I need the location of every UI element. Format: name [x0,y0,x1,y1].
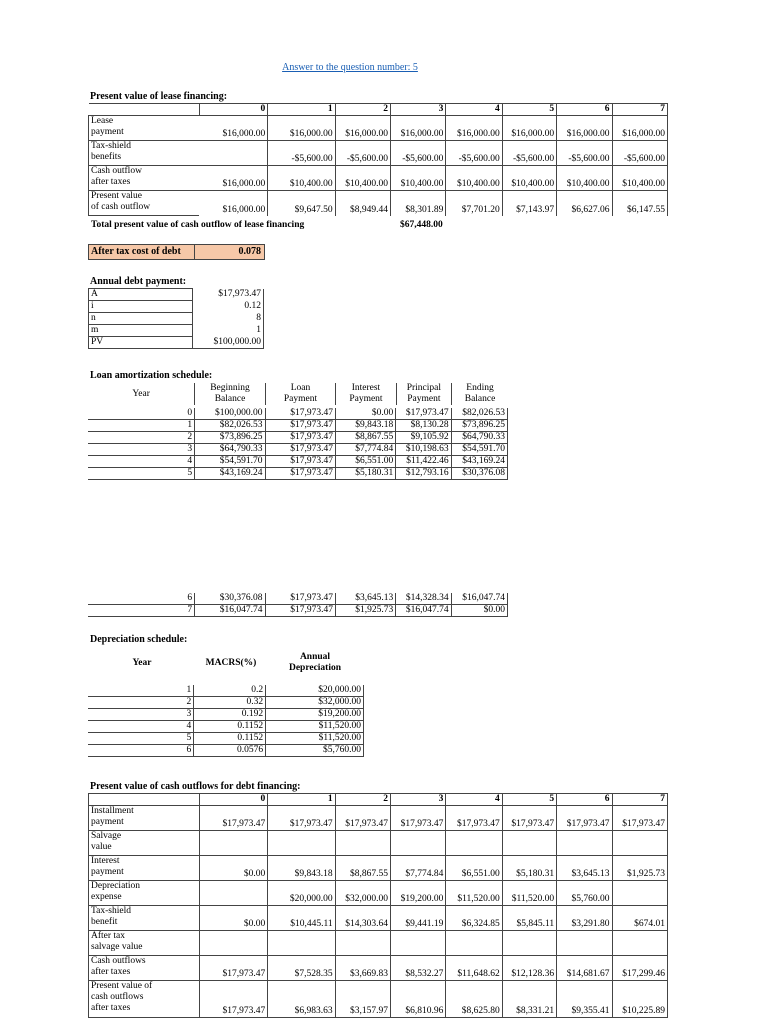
depr-year-header: Year [132,657,152,668]
amort-cell: $10,198.63 [396,444,451,456]
debt-row [89,831,668,856]
debt-cell: $17,973.47 [335,806,390,831]
debt-cell [446,931,502,956]
depr-amount: $19,200.00 [266,709,364,721]
annual-debt-row [89,337,264,349]
debt-cell: $6,983.63 [268,981,335,1018]
lease-cell: -$5,600.00 [335,141,390,166]
after-tax-cost-label: After tax cost of debt [91,246,181,257]
amort-header [88,383,508,405]
debt-row-label-line: salvage value [91,942,143,952]
depr-macrs: 0.1152 [194,733,266,745]
amort-cell: $73,896.25 [451,420,507,432]
depr-amount: $11,520.00 [266,733,364,745]
lease-cell: $16,000.00 [199,166,267,191]
lease-cell: -$5,600.00 [446,141,502,166]
amort-cell: $5,180.31 [335,468,395,480]
lease-cell: $16,000.00 [502,116,556,141]
debt-cell: $19,200.00 [391,881,446,906]
depr-macrs: 0.1152 [194,721,266,733]
amort-cell: $16,047.74 [195,605,265,617]
debt-cell [199,931,267,956]
debt-row-label-line: value [91,842,112,852]
annual-debt-key: PV [89,337,193,349]
annual-debt-key: A [89,289,193,301]
annual-debt-key: m [89,325,193,337]
debt-year-header [89,794,668,806]
lease-cell: $10,400.00 [268,166,335,191]
debt-cell [391,931,446,956]
lease-cell: $16,000.00 [557,116,612,141]
debt-row-label-line: payment [91,867,124,877]
debt-cell [199,881,267,906]
debt-cell: $9,441.19 [391,906,446,931]
debt-cell: $32,000.00 [335,881,390,906]
debt-row-label-line: Salvage [91,831,122,841]
depr-macrs: 0.32 [194,697,266,709]
amort-row [88,432,508,444]
debt-cell: $17,973.47 [446,806,502,831]
debt-row [89,806,668,831]
amort-row [88,456,508,468]
amort-heading: Loan amortization schedule: [90,370,213,381]
debt-row [89,881,668,906]
debt-cell: $17,973.47 [199,956,267,981]
debt-cell: $17,973.47 [612,806,667,831]
debt-cell: $11,648.62 [446,956,502,981]
lease-heading: Present value of lease financing: [90,91,228,102]
lease-row [89,166,668,191]
lease-table [88,103,668,216]
page-title[interactable]: Answer to the question number: 5 [282,62,418,73]
amort-cell: $82,026.53 [195,420,265,432]
year-cell: 3 [391,794,446,806]
amort-cell: $17,973.47 [265,456,335,468]
annual-debt-row [89,289,264,301]
lease-row-label-line: payment [91,127,124,137]
amort-cell: $54,591.70 [451,444,507,456]
amort-row [88,408,508,420]
amort-cell: $17,973.47 [265,468,335,480]
amort-cell: $8,867.55 [335,432,395,444]
amort-cell: $9,105.92 [396,432,451,444]
lease-cell: $6,627.06 [557,191,612,216]
debt-cell: $17,973.47 [557,806,612,831]
lease-row-label-line: Present value [91,191,142,201]
year-cell: 1 [268,104,335,116]
debt-row [89,906,668,931]
debt-row-label [89,956,200,981]
amort-cell: $6,551.00 [335,456,395,468]
amort-cell: $64,790.33 [451,432,507,444]
annual-debt-heading: Annual debt payment: [90,276,187,287]
lease-cell: $6,147.55 [612,191,667,216]
amort-cell: $17,973.47 [265,444,335,456]
depr-year: 5 [88,733,194,745]
lease-row-label-line: Lease [91,116,114,126]
lease-cell: $16,000.00 [199,116,267,141]
debt-row-label [89,981,200,1018]
debt-cell: $12,128.36 [502,956,556,981]
lease-cell: $10,400.00 [446,166,502,191]
depr-table [88,685,364,757]
lease-cell: $10,400.00 [502,166,556,191]
depr-row [88,745,364,757]
debt-row [89,981,668,1018]
amort-cell: $7,774.84 [335,444,395,456]
debt-cell: $17,973.47 [199,981,267,1018]
annual-debt-value: 8 [193,313,264,325]
debt-row [89,931,668,956]
amort-cell: $17,973.47 [265,420,335,432]
debt-cell: $8,867.55 [335,856,390,881]
amort-cell: $11,422.46 [396,456,451,468]
debt-row-label-line: payment [91,817,124,827]
debt-cell: $14,681.67 [557,956,612,981]
amort-year: 2 [88,432,195,444]
amort-cell: $43,169.24 [451,456,507,468]
lease-row-label-line: benefits [91,152,122,162]
lease-cell: $10,400.00 [612,166,667,191]
lease-row-label-line: Cash outflow [91,166,142,176]
depr-amount: $20,000.00 [266,685,364,697]
debt-cell: $8,532.27 [391,956,446,981]
lease-cell: $10,400.00 [391,166,446,191]
depr-annual-header: Annual [299,652,331,662]
debt-row-label [89,856,200,881]
amort-cell: $3,645.13 [335,593,395,605]
amort-cell: $17,973.47 [265,605,335,617]
depr-macrs: 0.192 [194,709,266,721]
debt-row-label-line: Interest [91,856,120,866]
lease-row-label [89,116,200,141]
annual-debt-row [89,313,264,325]
debt-row-label-line: Cash outflows [91,956,146,966]
debt-row-label [89,806,200,831]
amort-row [88,468,508,480]
debt-row-label-line: Installment [91,806,134,816]
depr-year: 4 [88,721,194,733]
year-cell: 5 [502,794,556,806]
lease-row-label [89,166,200,191]
after-tax-cost-box [88,244,265,260]
debt-row-label-line: After tax [91,931,126,941]
depr-row [88,709,364,721]
lease-cell: -$5,600.00 [502,141,556,166]
amort-cell: $14,328.34 [396,593,451,605]
amort-row [88,605,508,617]
debt-cell: $8,331.21 [502,981,556,1018]
debt-cell: $6,324.85 [446,906,502,931]
debt-cell: $3,645.13 [557,856,612,881]
lease-year-header [89,104,668,116]
amort-cell: $16,047.74 [451,593,507,605]
amort-year: 6 [88,593,195,605]
depr-header [88,652,364,674]
lease-cell: $16,000.00 [612,116,667,141]
year-cell: 4 [446,104,502,116]
amort-table-bottom [88,593,508,617]
year-cell: 5 [502,104,556,116]
amort-cell: $54,591.70 [195,456,265,468]
year-cell: 2 [335,104,390,116]
annual-debt-row [89,325,264,337]
lease-cell: -$5,600.00 [268,141,335,166]
amort-pri-header: Principal [396,383,451,394]
debt-row-label-line: after taxes [91,967,131,977]
lease-cell: -$5,600.00 [557,141,612,166]
lease-cell: -$5,600.00 [391,141,446,166]
amort-int-header2: Payment [336,394,396,405]
annual-debt-row [89,301,264,313]
debt-cell [612,831,667,856]
debt-cell: $17,299.46 [612,956,667,981]
lease-cell [199,141,267,166]
amort-end-header: Ending [452,383,508,394]
amort-cell: $100,000.00 [195,408,265,420]
lease-row [89,191,668,216]
amort-year: 4 [88,456,195,468]
depr-heading: Depreciation schedule: [90,634,188,645]
amort-cell: $9,843.18 [335,420,395,432]
lease-row-label-line: Tax-shield [91,141,131,151]
amort-year: 1 [88,420,195,432]
debt-cell: $17,973.47 [268,806,335,831]
debt-cell: $7,528.35 [268,956,335,981]
amort-cell: $73,896.25 [195,432,265,444]
debt-cell [335,931,390,956]
annual-debt-value: 1 [193,325,264,337]
depr-macrs: 0.2 [194,685,266,697]
amort-cell: $1,925.73 [335,605,395,617]
debt-cell: $5,845.11 [502,906,556,931]
depr-year: 3 [88,709,194,721]
lease-cell: $16,000.00 [446,116,502,141]
amort-cell: $8,130.28 [396,420,451,432]
debt-cell: $9,355.41 [557,981,612,1018]
debt-cell [446,831,502,856]
lease-row [89,141,668,166]
year-cell: 6 [557,794,612,806]
amort-row [88,444,508,456]
debt-cell: $7,774.84 [391,856,446,881]
debt-cell [268,931,335,956]
lease-cell: $16,000.00 [391,116,446,141]
debt-cell: $6,810.96 [391,981,446,1018]
amort-cell: $43,169.24 [195,468,265,480]
lease-cell: $8,949.44 [335,191,390,216]
debt-cell: $17,973.47 [199,806,267,831]
amort-int-header: Interest [336,383,396,394]
amort-cell: $17,973.47 [396,408,451,420]
debt-cell: $0.00 [199,856,267,881]
depr-amount: $32,000.00 [266,697,364,709]
debt-row-label-line: Tax-shield [91,906,131,916]
debt-cell: $5,180.31 [502,856,556,881]
year-cell: 6 [557,104,612,116]
debt-financing-table [88,793,668,1018]
debt-cell [502,831,556,856]
debt-cell: $0.00 [199,906,267,931]
annual-debt-key: i [89,301,193,313]
debt-row-label-line: expense [91,892,122,902]
amort-beg-header2: Balance [195,394,266,405]
amort-year: 3 [88,444,195,456]
lease-total-label: Total present value of cash outflow of lease financing [91,220,305,230]
depr-annual-header2: Depreciation [288,663,342,673]
depr-year: 2 [88,697,194,709]
debt-cell: $1,925.73 [612,856,667,881]
debt-cell: $674.01 [612,906,667,931]
depr-row [88,721,364,733]
debt-row-label-line: after taxes [91,1003,131,1013]
lease-row-label-line: of cash outflow [91,202,151,212]
lease-cell: $10,400.00 [335,166,390,191]
debt-cell: $5,760.00 [557,881,612,906]
lease-cell: $16,000.00 [268,116,335,141]
depr-macrs: 0.0576 [194,745,266,757]
amort-cell: $17,973.47 [265,432,335,444]
year-cell: 0 [199,794,267,806]
lease-row-label [89,141,200,166]
debt-cell: $11,520.00 [446,881,502,906]
debt-row-label [89,881,200,906]
debt-cell: $3,157.97 [335,981,390,1018]
amort-cell: $0.00 [451,605,507,617]
amort-cell: $12,793.16 [396,468,451,480]
amort-cell: $64,790.33 [195,444,265,456]
amort-row [88,420,508,432]
depr-row [88,685,364,697]
debt-cell [612,931,667,956]
amort-year: 0 [88,408,195,420]
lease-cell: -$5,600.00 [612,141,667,166]
amort-year: 5 [88,468,195,480]
amort-loan-header2: Payment [265,394,336,405]
year-cell: 0 [199,104,267,116]
after-tax-cost-value: 0.078 [238,246,261,257]
lease-cell: $7,143.97 [502,191,556,216]
debt-row-label-line: benefit [91,917,118,927]
depr-row [88,733,364,745]
amort-row [88,593,508,605]
debt-cell: $10,225.89 [612,981,667,1018]
depr-row [88,697,364,709]
amort-cell: $16,047.74 [396,605,451,617]
amort-cell: $17,973.47 [265,408,335,420]
amort-year-header: Year [132,388,150,399]
annual-debt-value: $17,973.47 [193,289,264,301]
amort-cell: $82,026.53 [451,408,507,420]
debt-row-label [89,931,200,956]
debt-row-label-line: cash outflows [91,992,144,1002]
debt-cell: $20,000.00 [268,881,335,906]
lease-cell: $16,000.00 [199,191,267,216]
amort-pri-header2: Payment [396,394,451,405]
amort-beg-header: Beginning [195,383,266,394]
annual-debt-value: $100,000.00 [193,337,264,349]
lease-total-value: $67,448.00 [400,220,443,230]
lease-row-label-line: after taxes [91,177,131,187]
year-cell: 3 [391,104,446,116]
debt-heading: Present value of cash outflows for debt financing: [90,781,301,792]
debt-row-label-line: Depreciation [91,881,141,891]
lease-cell: $9,647.50 [268,191,335,216]
year-cell: 7 [612,104,667,116]
debt-cell: $6,551.00 [446,856,502,881]
debt-cell [391,831,446,856]
year-cell: 7 [612,794,667,806]
debt-cell [335,831,390,856]
annual-debt-table [88,288,264,349]
year-cell: 4 [446,794,502,806]
debt-cell: $3,669.83 [335,956,390,981]
debt-row-label [89,906,200,931]
debt-cell [199,831,267,856]
debt-cell [612,881,667,906]
debt-row [89,856,668,881]
debt-row-label-line: Present value of [91,981,153,991]
depr-year: 1 [88,685,194,697]
depr-macrs-header: MACRS(%) [205,657,257,668]
depr-amount: $11,520.00 [266,721,364,733]
lease-cell: $7,701.20 [446,191,502,216]
debt-cell [502,931,556,956]
debt-cell: $14,303.64 [335,906,390,931]
debt-cell: $3,291.80 [557,906,612,931]
amort-cell: $30,376.08 [451,468,507,480]
debt-cell: $10,445.11 [268,906,335,931]
annual-debt-key: n [89,313,193,325]
debt-row-label [89,831,200,856]
lease-cell: $8,301.89 [391,191,446,216]
debt-cell: $17,973.47 [502,806,556,831]
lease-row-label [89,191,200,216]
debt-cell: $11,520.00 [502,881,556,906]
lease-row [89,116,668,141]
depr-amount: $5,760.00 [266,745,364,757]
debt-cell [268,831,335,856]
debt-cell: $17,973.47 [391,806,446,831]
debt-cell: $8,625.80 [446,981,502,1018]
debt-row [89,956,668,981]
lease-cell: $16,000.00 [335,116,390,141]
debt-cell: $9,843.18 [268,856,335,881]
amort-cell: $30,376.08 [195,593,265,605]
debt-cell [557,931,612,956]
amort-year: 7 [88,605,195,617]
year-cell: 1 [268,794,335,806]
amort-cell: $17,973.47 [265,593,335,605]
lease-cell: $10,400.00 [557,166,612,191]
annual-debt-value: 0.12 [193,301,264,313]
debt-cell [557,831,612,856]
amort-cell: $0.00 [335,408,395,420]
amort-end-header2: Balance [452,394,508,405]
amort-table-top [88,408,508,480]
depr-year: 6 [88,745,194,757]
year-cell: 2 [335,794,390,806]
amort-loan-header: Loan [265,383,336,394]
